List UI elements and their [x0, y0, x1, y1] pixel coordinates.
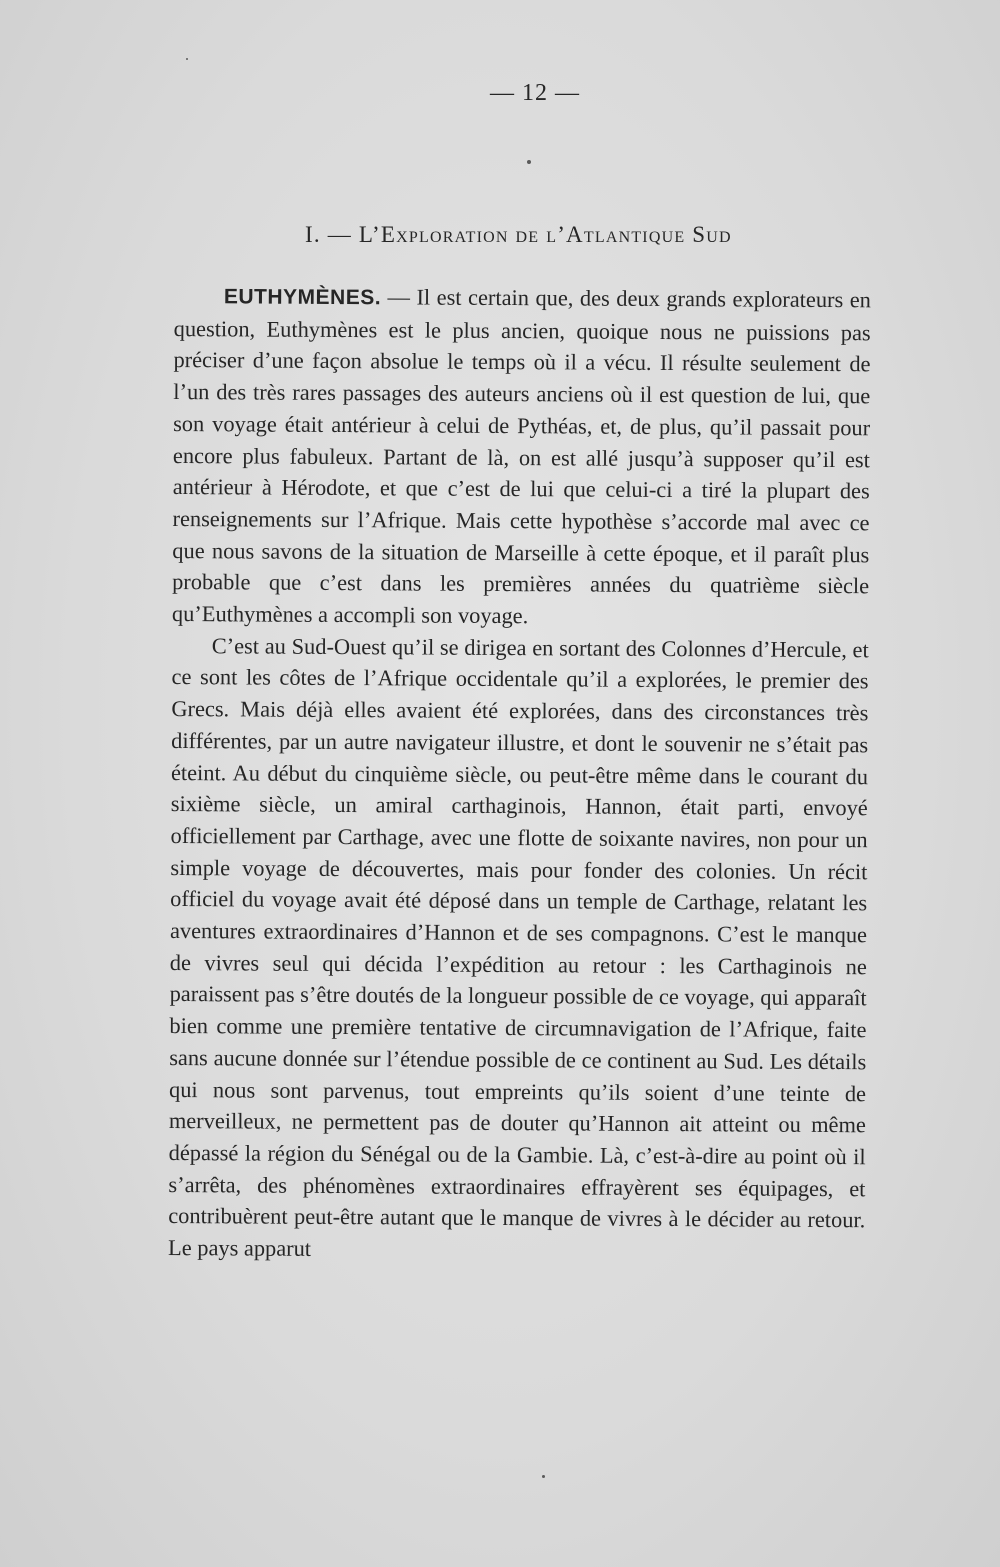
paper-speck — [542, 1475, 545, 1478]
paper-speck — [527, 160, 531, 164]
body-text — [168, 280, 871, 1268]
paragraph-1-text: — Il est certain que, des deux grands explorateurs en question, Euthymènes est le plus ancien, quoique nous ne puissions pas préciser d’une façon absolue le temps où il a vécu. Il résulte seulement de l’un des très rares passages des auteurs anciens où il est question de lui, que son voyage était antérieur à celui de Pythéas, et, de plus, qu’il passait pour encore plus fabuleux. Partant de là, on est allé jusqu’à supposer qu’il est antérieur à Hérodote, et que c’est de lui que celui-ci a tiré la plupart des renseignements sur l’Afrique. Mais cette hypothèse s’accorde mal avec ce que nous savons de la situation de Marseille à cette époque, et il paraît plus probable que c’est dans les premières années du quatrième siècle qu’Euthymènes a accompli son voyage. — [171, 284, 871, 629]
paragraph-2: C’est au Sud-Ouest qu’il se dirigea en sortant des Colonnes d’Hercule, et ce sont les côtes de l’Afrique occidentale qu’il a explorées, le premier des Grecs. Mais déjà elles avaient été explorées, dans des circonstances très différentes, par un autre navigateur illustre, et dont le souvenir ne s’était pas éteint. Au début du cinquième siècle, ou peut-être même dans le courant du sixième siècle, un amiral carthaginois, Hannon, était parti, envoyé officiellement par Carthage, avec une flotte de soixante navires, non pour un simple voyage de découvertes, mais pour fonder des colonies. Un récit officiel du voyage avait été déposé dans un temple de Carthage, relatant les aventures extraordinaires d’Hannon et de ses compagnons. C’est le manque de vivres seul qui décida l’expédition au retour : les Carthaginois ne paraissent pas s’être doutés de la longueur possible de ce voyage, qui apparaît bien comme une première tentative de circumnavigation de l’Afrique, faite sans aucune donnée sur l’étendue possible de ce continent au Sud. Les détails qui nous sont parvenus, tout empreints qu’ils soient d’une teinte de merveilleux, ne permettent pas de douter qu’Hannon ait atteint ou même dépassé la région du Sénégal ou de la Gambie. Là, c’est-à-dire au point où il s’arrêta, des phénomènes extraordinaires effrayèrent ses équipages, et contribuèrent peut-être autant que le manque de vivres à le décider au retour. Le pays apparut — [168, 632, 869, 1261]
page-number: — 12 — — [490, 80, 580, 106]
paragraph-lead-name: EUTHYMÈNES. — [223, 285, 382, 310]
section-title: I. — L’Exploration de l’Atlantique Sud — [305, 222, 732, 247]
paper-speck — [186, 58, 188, 60]
paragraph-1 — [172, 280, 871, 634]
